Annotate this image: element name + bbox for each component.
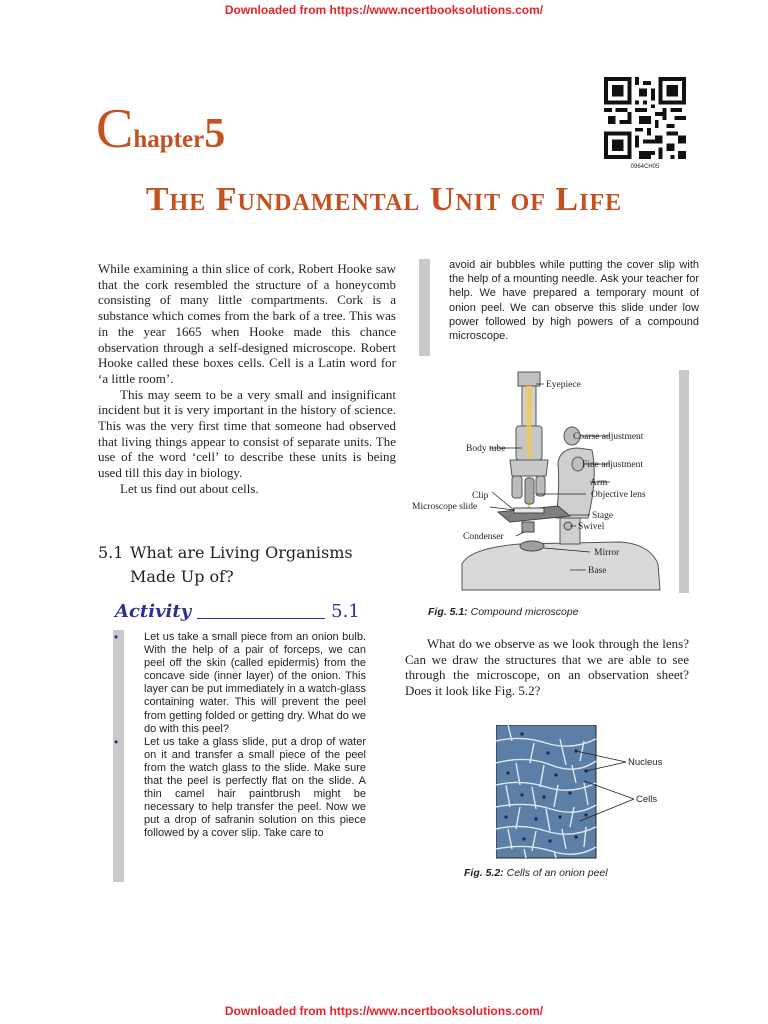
- activity-label: Activity: [115, 601, 192, 622]
- label-body-tube: Body tube: [466, 444, 506, 454]
- qr-code-label: 0964CH05: [630, 164, 660, 170]
- intro-text: [98, 261, 396, 497]
- label-nucleus: Nucleus: [628, 757, 663, 768]
- section-title-line-1: What are Living Organisms: [130, 543, 353, 562]
- label-swivel: Swivel: [578, 522, 605, 532]
- label-arm: Arm: [590, 478, 608, 488]
- activity-number: 5.1: [331, 601, 360, 622]
- onion-cells-figure: [496, 725, 696, 859]
- qr-code-icon[interactable]: [604, 77, 686, 159]
- activity-item-text: Let us take a glass slide, put a drop of water on it and transfer a small piece of the peel from the watch glass to the slide. Make sure that the peel is perfectly flat on the slide. A thin camel hair paintbrush might be necessary to help transfer the peel. Now we put a drop of safranin solution on this piece followed by a cover slip. Take care to: [144, 735, 366, 840]
- intro-paragraph-3: Let us find out about cells.: [120, 480, 259, 496]
- intro-paragraph-2: This may seem to be a very small and insignificant incident but it is very important in the history of science. This was the very first time that someone had observed that living things appear to consist of separate units. The use of the word ‘cell’ to describe these units is being used till this day in biology.: [98, 386, 396, 481]
- figure-2-title: Cells of an onion peel: [503, 867, 608, 879]
- label-fine-adjustment: Fine adjustment: [582, 460, 643, 470]
- label-microscope-slide: Microscope slide: [412, 502, 478, 512]
- bullet-icon: •: [114, 630, 119, 644]
- chapter-word: hapter: [133, 126, 205, 153]
- label-clip: Clip: [472, 491, 489, 501]
- activity-rule: [197, 618, 325, 619]
- figure-side-bar: [679, 370, 689, 593]
- activity-continued-bar: [419, 259, 430, 356]
- label-cells: Cells: [636, 794, 658, 805]
- label-stage: Stage: [592, 511, 614, 521]
- label-coarse-adjustment: Coarse adjustment: [573, 432, 644, 442]
- download-banner-bottom[interactable]: Downloaded from https://www.ncertbooksolutions.com/: [224, 1004, 544, 1018]
- intro-paragraph-1: While examining a thin slice of cork, Robert Hooke saw that the cork resembled the structure of a honeycomb consisting of many little compartments. Cork is a substance which comes from the bark of a tree. This was in the year 1665 when Hooke made this chance observation through a self-designed microscope. Robert Hooke called these boxes cells. Cell is a Latin word for ‘a little room’.: [98, 261, 396, 386]
- chapter-number: 5: [204, 111, 226, 157]
- figure-2-caption: [464, 867, 608, 879]
- figure-1-title: Compound microscope: [467, 606, 579, 618]
- figure-2-number: Fig. 5.2:: [464, 867, 504, 879]
- activity-item-text: Let us take a small piece from an onion bulb. With the help of a pair of forceps, we can peel off the skin (called epidermis) from the concave side (inner layer) of the onion. This layer can be put immediately in a watch-glass containing water. This will prevent the peel from getting folded or getting dry. What do we do with this peel?: [144, 631, 366, 735]
- activity-item-2: [114, 734, 366, 841]
- section-title-line-2: Made Up of?: [130, 567, 234, 586]
- bullet-icon: •: [114, 734, 119, 749]
- activity-list: [114, 630, 366, 841]
- activity-continued-text: avoid air bubbles while putting the cover slip with the help of a mounting needle. Ask your teacher for help. We have prepared a temporary mount of onion peel. We can observe this slide under low power followed by high powers of a compound microscope.: [449, 259, 699, 343]
- label-objective-lens: Objective lens: [591, 490, 646, 500]
- label-condenser: Condenser: [463, 532, 504, 542]
- figure-1-caption: [428, 606, 579, 618]
- section-number: 5.1: [98, 543, 124, 562]
- label-mirror: Mirror: [594, 548, 620, 558]
- chapter-initial: C: [96, 98, 134, 160]
- label-base: Base: [588, 566, 607, 576]
- activity-item-1: [114, 630, 366, 736]
- chapter-title: The Fundamental Unit of Life: [145, 181, 623, 218]
- section-heading: [98, 541, 398, 589]
- figure-1-number: Fig. 5.1:: [428, 606, 468, 618]
- observation-paragraph: What do we observe as we look through the lens? Can we draw the structures that we are able to see through the microscope, on an observation sheet? Does it look like Fig. 5.2?: [405, 636, 689, 699]
- chapter-heading: [96, 98, 226, 160]
- activity-heading: [115, 601, 385, 622]
- download-banner-top[interactable]: Downloaded from https://www.ncertbooksolutions.com/: [224, 3, 544, 17]
- label-eyepiece: Eyepiece: [546, 380, 581, 390]
- microscope-figure: [410, 368, 680, 594]
